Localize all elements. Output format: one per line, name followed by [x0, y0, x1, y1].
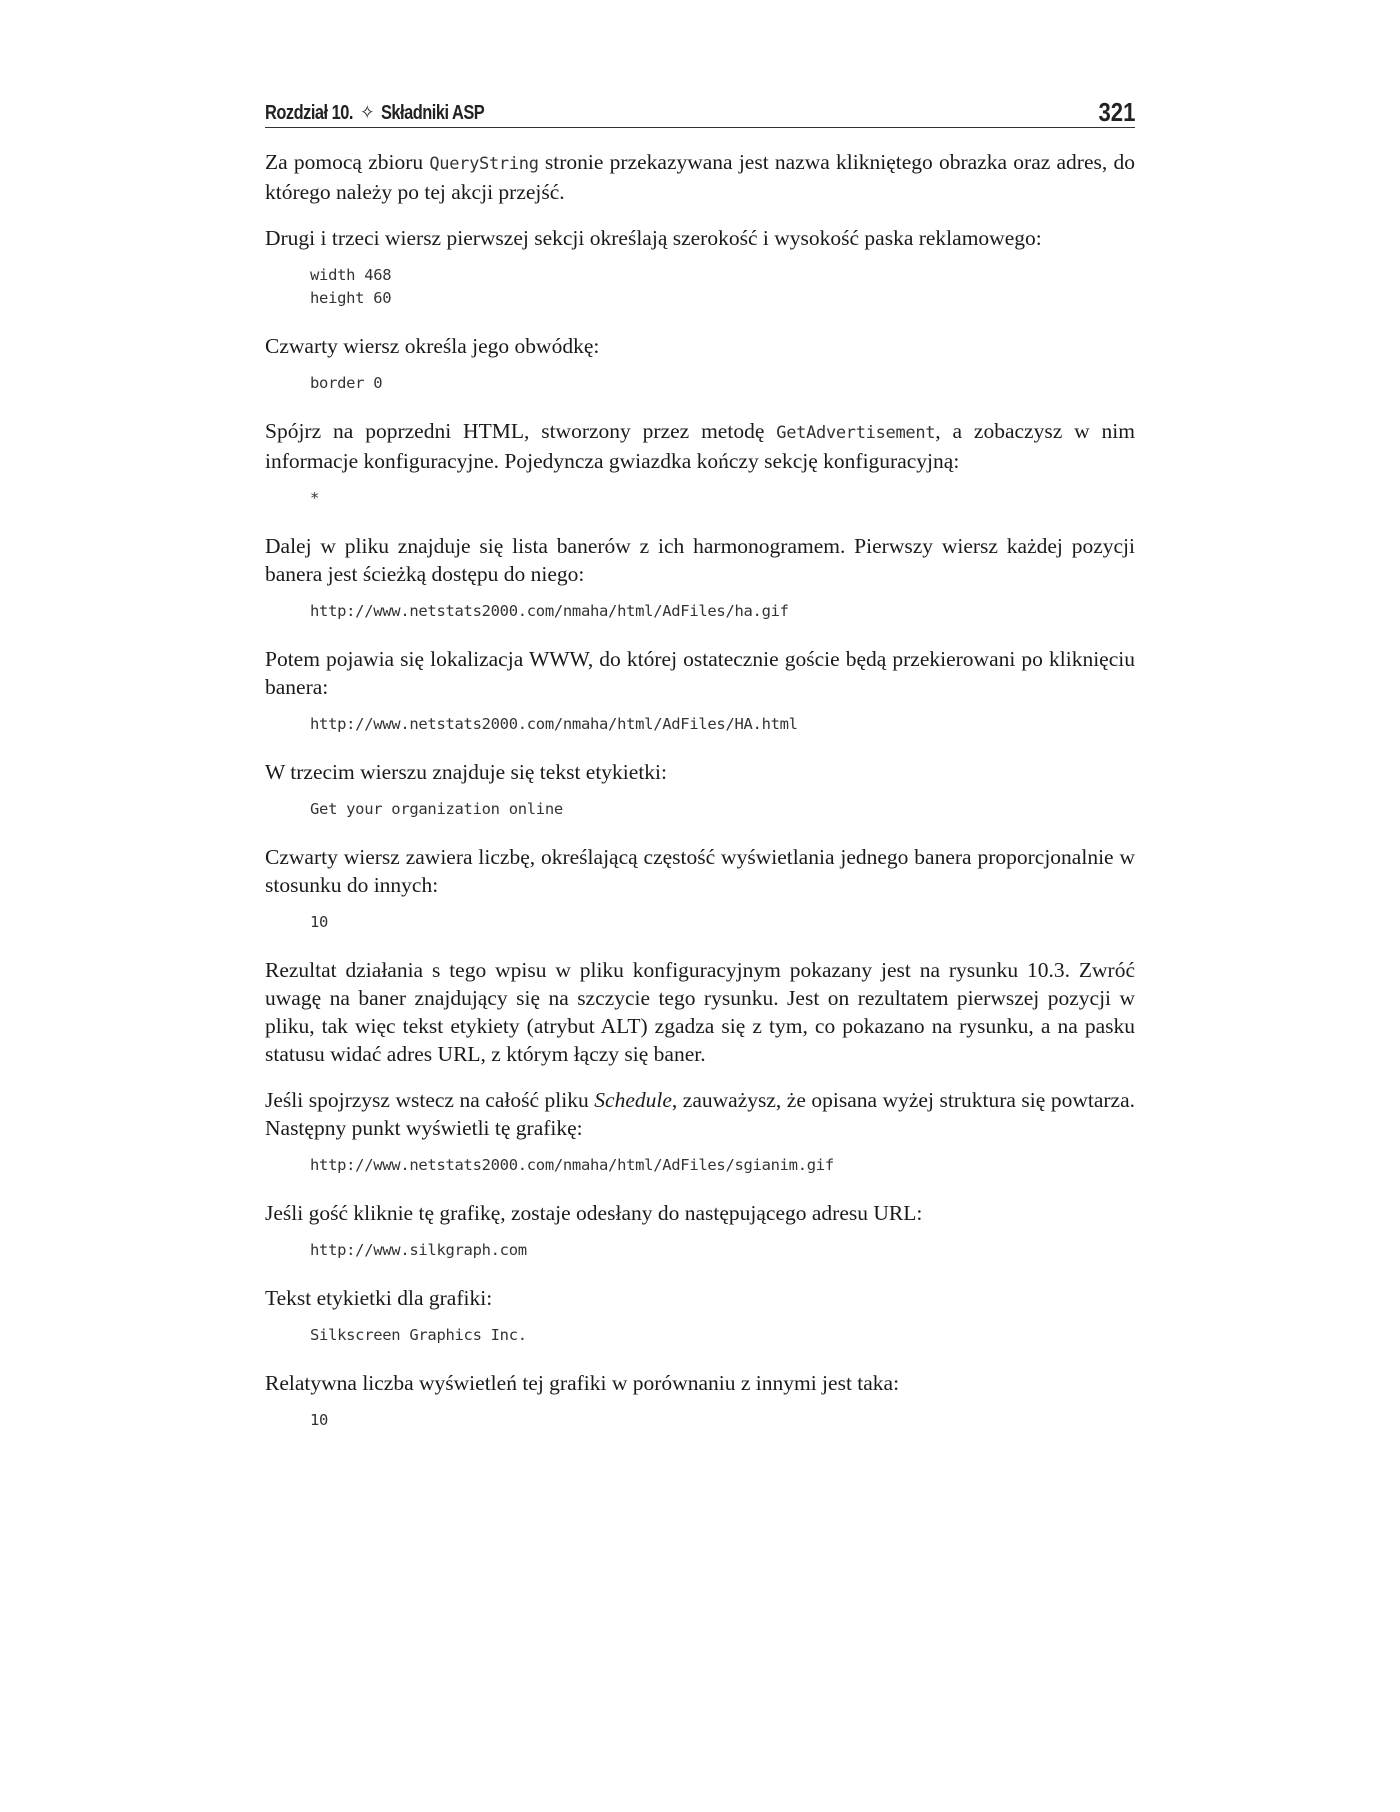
- page-body: [265, 148, 1135, 1432]
- code-line: height 60: [310, 289, 392, 307]
- code-block-image-url: http://www.netstats2000.com/nmaha/html/AdFiles/ha.gif: [310, 602, 789, 620]
- page-number: 321: [1098, 97, 1135, 127]
- code-block-asterisk: *: [310, 489, 320, 507]
- chapter-label: Rozdział 10.: [265, 102, 353, 124]
- paragraph-result: Rezultat działania s tego wpisu w pliku konfiguracyjnym pokazany jest na rysunku 10.3. Zwróć uwagę na baner znajdujący się na szczycie tego rysunku. Jest on rezultatem pierwszej pozycji w pliku, tak więc tekst etykiety (atrybut ALT) zgadza się z tym, co pokazano na rysunku, a na pasku statusu widać adres URL, z którym łączy się baner.: [265, 958, 1135, 1066]
- text-run: stronie przekazywana jest nazwa klikniętego obrazka oraz adres, do którego należy po tej akcji przejść.: [265, 150, 1135, 204]
- text-run: Jeśli spojrzysz wstecz na całość pliku: [265, 1088, 595, 1112]
- code-block-border: border 0: [310, 374, 383, 392]
- paragraph-redirect: Potem pojawia się lokalizacja WWW, do której ostatecznie goście będą przekierowani po kliknięciu banera:: [265, 647, 1135, 699]
- paragraph-border: Czwarty wiersz określa jego obwódkę:: [265, 334, 600, 358]
- code-block-silkgraph-url: http://www.silkgraph.com: [310, 1241, 527, 1259]
- section-label: Składniki ASP: [380, 102, 485, 124]
- chapter-title: [265, 100, 484, 125]
- diamond-icon: ✧: [360, 102, 374, 124]
- code-block-size: [310, 264, 1135, 310]
- paragraph-frequency: Czwarty wiersz zawiera liczbę, określającą częstość wyświetlania jednego banera proporcjonalnie w stosunku do innych:: [265, 845, 1135, 897]
- code-line: width 468: [310, 266, 392, 284]
- paragraph-tooltip-graphic: Tekst etykietki dla grafiki:: [265, 1286, 493, 1310]
- paragraph-relative-count: Relatywna liczba wyświetleń tej grafiki w porównaniu z innymi jest taka:: [265, 1371, 900, 1395]
- paragraph-tooltip: W trzecim wierszu znajduje się tekst etykietki:: [265, 760, 667, 784]
- inline-code-querystring: QueryString: [429, 154, 539, 174]
- running-header: [265, 95, 1135, 128]
- code-block-redirect-url: http://www.netstats2000.com/nmaha/html/AdFiles/HA.html: [310, 715, 798, 733]
- text-run: Za pomocą zbioru: [265, 150, 430, 174]
- paragraph-banner-list: Dalej w pliku znajduje się lista banerów z ich harmonogramem. Pierwszy wiersz każdej pozycji banera jest ścieżką dostępu do niego:: [265, 534, 1135, 586]
- paragraph-size: Drugi i trzeci wiersz pierwszej sekcji określają szerokość i wysokość paska reklamowego:: [265, 226, 1042, 250]
- code-block-count: 10: [310, 1411, 329, 1429]
- text-run: , zauważysz, że opisana wyżej struktura się powtarza. Następny punkt wyświetli tę grafikę:: [265, 1088, 1135, 1140]
- code-block-frequency: 10: [310, 913, 329, 931]
- italic-schedule: Schedule: [594, 1088, 672, 1112]
- code-block-tooltip: Get your organization online: [310, 800, 563, 818]
- code-block-sgianim-url: http://www.netstats2000.com/nmaha/html/AdFiles/sgianim.gif: [310, 1156, 834, 1174]
- paragraph-schedule: [265, 1086, 1135, 1142]
- paragraph-click: Jeśli gość kliknie tę grafikę, zostaje odesłany do następującego adresu URL:: [265, 1201, 923, 1225]
- paragraph-getadvertisement: [265, 417, 1135, 475]
- code-block-silkscreen: Silkscreen Graphics Inc.: [310, 1326, 527, 1344]
- paragraph-querystring: [265, 148, 1135, 206]
- inline-code-getadvertisement: GetAdvertisement: [776, 423, 936, 443]
- text-run: Spójrz na poprzedni HTML, stworzony przez metodę: [265, 419, 777, 443]
- book-page: [265, 95, 1135, 1454]
- text-run: , a zobaczysz w nim informacje konfiguracyjne. Pojedyncza gwiazdka kończy sekcję konfiguracyjną:: [265, 419, 1135, 473]
